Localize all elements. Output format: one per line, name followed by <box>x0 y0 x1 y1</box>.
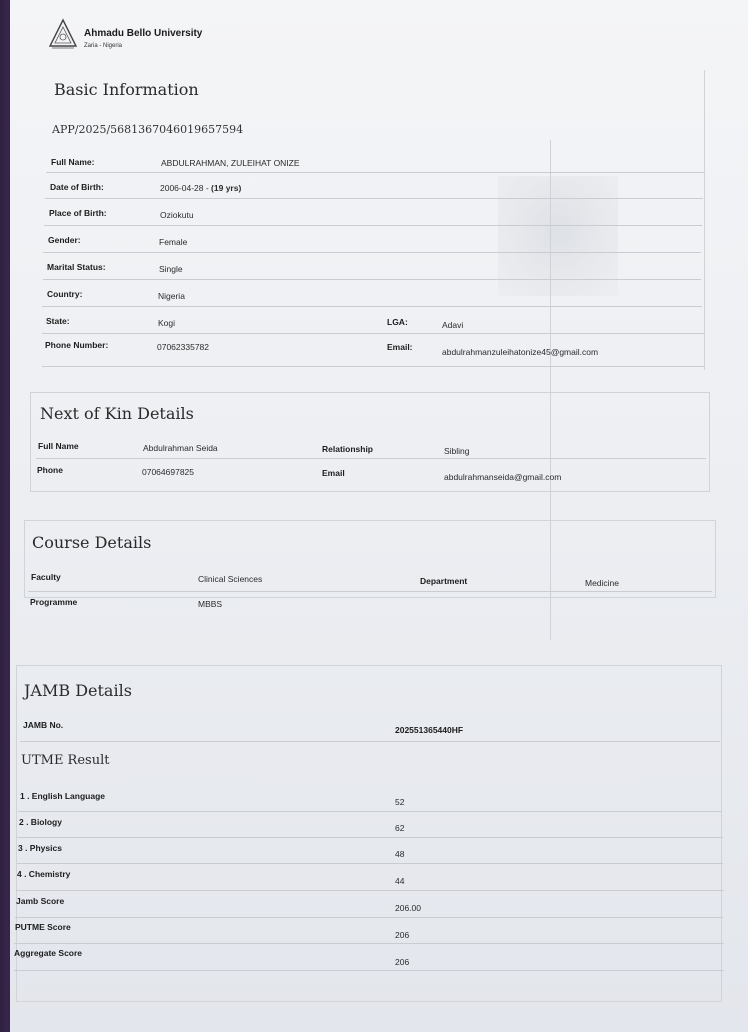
gender-label: Gender: <box>48 235 81 245</box>
full-name-value: ABDULRAHMAN, ZULEIHAT ONIZE <box>161 158 300 168</box>
dob-value <box>160 183 241 193</box>
utme-row-value: 52 <box>395 797 405 807</box>
university-logo <box>48 18 78 50</box>
row-divider <box>42 366 704 367</box>
row-divider <box>46 172 704 173</box>
jamb-score-value: 206.00 <box>395 903 421 913</box>
department-value: Medicine <box>585 578 620 588</box>
row-divider <box>14 970 724 971</box>
utme-title: UTME Result <box>21 753 110 768</box>
country-label: Country: <box>47 289 83 299</box>
utme-row-value: 44 <box>395 876 405 886</box>
jamb-section-box <box>16 665 722 1002</box>
row-divider <box>45 198 703 199</box>
phone-value: 07062335782 <box>157 342 210 352</box>
row-divider <box>44 225 702 226</box>
row-divider <box>43 252 701 253</box>
putme-score-label: PUTME Score <box>15 922 71 932</box>
full-name-label: Full Name: <box>51 157 95 167</box>
row-divider <box>16 890 724 891</box>
department-label: Department <box>420 576 468 586</box>
row-divider <box>18 811 722 812</box>
kin-phone-label: Phone <box>37 465 63 475</box>
gender-value: Female <box>159 237 188 247</box>
utme-row-label: 2 . Biology <box>19 817 62 827</box>
utme-row-label: 1 . English Language <box>20 791 106 801</box>
jamb-no-label: JAMB No. <box>23 720 64 730</box>
putme-score-value: 206 <box>395 930 410 940</box>
utme-row-value: 48 <box>395 849 405 859</box>
aggregate-score-value: 206 <box>395 957 410 967</box>
university-name: Ahmadu Bello University <box>84 28 203 39</box>
row-divider <box>14 943 724 944</box>
kin-title: Next of Kin Details <box>40 404 194 423</box>
dob-age: (19 yrs) <box>211 183 242 193</box>
country-value: Nigeria <box>158 291 185 301</box>
row-divider <box>42 333 704 334</box>
pob-label: Place of Birth: <box>49 208 107 218</box>
basic-info-title: Basic Information <box>54 80 199 99</box>
kin-relationship-label: Relationship <box>322 444 374 454</box>
kin-email-label: Email <box>322 468 345 478</box>
university-location: Zaria - Nigeria <box>84 43 123 49</box>
utme-row-label: 3 . Physics <box>18 843 62 853</box>
jamb-score-label: Jamb Score <box>16 896 65 906</box>
course-title: Course Details <box>32 533 152 552</box>
state-label: State: <box>46 316 70 326</box>
pob-value: Oziokutu <box>160 210 194 220</box>
row-divider <box>28 591 712 592</box>
faculty-label: Faculty <box>31 572 61 582</box>
programme-label: Programme <box>30 597 78 607</box>
utme-row-value: 62 <box>395 823 405 833</box>
application-number: APP/2025/5681367046019657594 <box>52 123 244 136</box>
document-page <box>10 0 748 1032</box>
email-label: Email: <box>387 342 413 352</box>
marital-label: Marital Status: <box>47 262 106 272</box>
kin-email-value: abdulrahmanseida@gmail.com <box>444 472 562 482</box>
utme-row-label: 4 . Chemistry <box>17 869 71 879</box>
row-divider <box>15 917 723 918</box>
jamb-no-value: 202551365440HF <box>395 725 464 735</box>
dob-label: Date of Birth: <box>50 182 104 192</box>
state-value: Kogi <box>158 318 176 328</box>
jamb-title: JAMB Details <box>24 681 132 700</box>
dob-date: 2006-04-28 - <box>160 183 212 193</box>
kin-full-name-label: Full Name <box>38 441 79 451</box>
programme-value: MBBS <box>198 599 223 609</box>
kin-relationship-value: Sibling <box>444 446 470 456</box>
aggregate-score-label: Aggregate Score <box>14 948 83 958</box>
row-divider <box>42 306 702 307</box>
kin-full-name-value: Abdulrahman Seida <box>143 443 218 453</box>
row-divider <box>17 837 723 838</box>
row-divider <box>17 863 723 864</box>
row-divider <box>43 279 701 280</box>
row-divider <box>20 741 720 742</box>
kin-phone-value: 07064697825 <box>142 467 195 477</box>
phone-label: Phone Number: <box>45 340 109 350</box>
applicant-photo <box>498 176 618 296</box>
email-value: abdulrahmanzuleihatonize45@gmail.com <box>442 347 599 357</box>
marital-value: Single <box>159 264 183 274</box>
lga-label: LGA: <box>387 317 408 327</box>
table-border <box>704 70 705 370</box>
row-divider <box>36 458 706 459</box>
lga-value: Adavi <box>442 320 464 330</box>
faculty-value: Clinical Sciences <box>198 574 263 584</box>
